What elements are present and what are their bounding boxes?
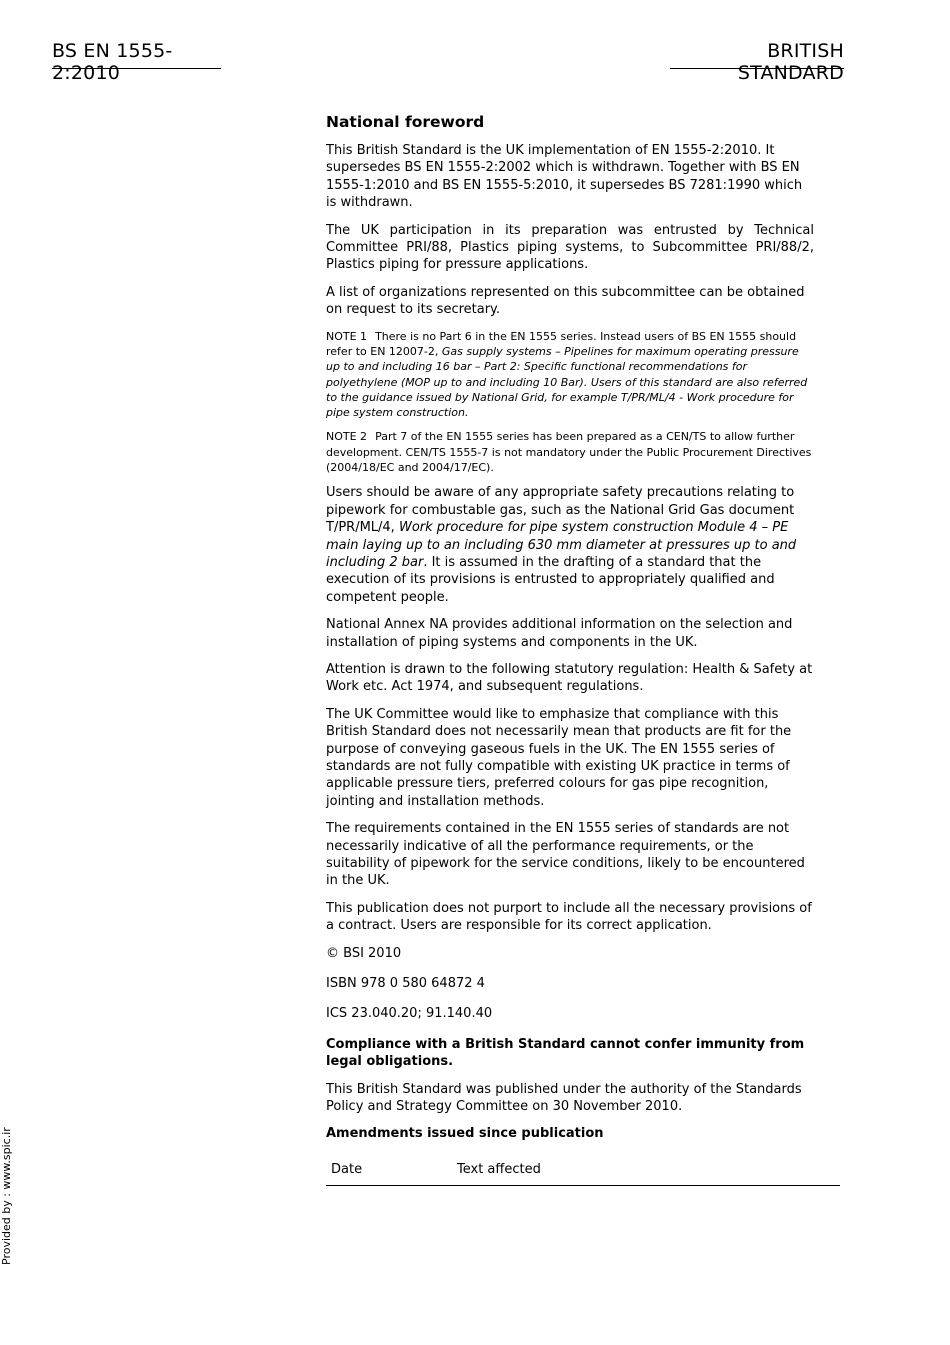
- document-id: BS EN 1555-2:2010: [52, 40, 173, 84]
- note-1-text: There is no Part 6 in the EN 1555 series. Instead users of BS EN 1555 should refer to EN 12007-2,: [326, 329, 797, 358]
- publication-authority: This British Standard was published under the authority of the Standards Policy and Strategy Committee on 30 November 2010.: [326, 1081, 802, 1115]
- isbn: ISBN 978 0 580 64872 4: [326, 976, 485, 992]
- note-1-label: NOTE 1: [326, 329, 368, 343]
- paragraph-safety: [326, 484, 814, 606]
- paragraph-regulation: Attention is drawn to the following statutory regulation: Health & Safety at Work etc. Act 1974, and subsequent regulations.: [326, 661, 813, 695]
- paragraph-organizations: A list of organizations represented on this subcommittee can be obtained on request to its secretary.: [326, 284, 805, 318]
- paragraph-compliance-note: The UK Committee would like to emphasize that compliance with this British Standard does not necessarily mean that products are fit for the purpose of conveying gaseous fuels in the UK. The EN 1555 series of standards are not fully compatible with existing UK practice in terms of applicable pressure tiers, preferred colours for gas pipe recognition, jointing and installation methods.: [326, 706, 792, 809]
- header-rule-right: [670, 68, 844, 69]
- foreword-body: [326, 113, 814, 1186]
- compliance-statement: Compliance with a British Standard cannot confer immunity from legal obligations.: [326, 1036, 805, 1070]
- amendments-table: [326, 1154, 840, 1186]
- foreword-title: National foreword: [326, 113, 485, 131]
- table-row: [326, 1154, 840, 1186]
- note-2-text: Part 7 of the EN 1555 series has been prepared as a CEN/TS to allow further development. CEN/TS 1555-7 is not mandatory under the Public Procurement Directives (2004/18/EC and 2004/17/EC).: [326, 430, 812, 475]
- amendments-title: Amendments issued since publication: [326, 1125, 604, 1141]
- note-2-label: NOTE 2: [326, 430, 368, 444]
- note-1-italic: Gas supply systems – Pipelines for maximum operating pressure up to and including 16 bar – Part 2: Specific functional recommendations for polyethylene (MOP up to and including 10 Bar). Users of this standard are also referred to the guidance issued by National Grid, for example T/PR/ML/4 - Work procedure for pipe system construction.: [326, 344, 808, 420]
- column-header-text-affected: Text affected: [452, 1154, 840, 1186]
- note-2: [326, 429, 814, 475]
- paragraph-contract: This publication does not purport to include all the necessary provisions of a contract. Users are responsible for its correct application.: [326, 900, 812, 934]
- paragraph-annex: National Annex NA provides additional information on the selection and installation of piping systems and components in the UK.: [326, 617, 793, 650]
- paragraph-participation: The UK participation in its preparation was entrusted by Technical Committee PRI/88, Plastics piping systems, to Subcommittee PRI/88/2, Plastics piping for pressure applications.: [326, 222, 814, 273]
- provider-watermark: Provided by : www.spic.ir: [0, 1127, 13, 1265]
- safety-text-a: Users should be aware of any appropriate safety precautions relating to pipework for combustable gas, such as the National Grid Gas document T/PR/ML/4,: [326, 485, 795, 536]
- safety-text-b: . It is assumed in the drafting of a standard that the execution of its provisions is entrusted to appropriately qualified and competent people.: [326, 554, 775, 605]
- safety-italic: Work procedure for pipe system construction Module 4 – PE main laying up to an including 630 mm diameter at pressures up to and including 2 bar: [326, 520, 797, 570]
- ics: ICS 23.040.20; 91.140.40: [326, 1006, 493, 1022]
- header-label: BRITISH STANDARD: [737, 40, 844, 84]
- paragraph-requirements: The requirements contained in the EN 1555 series of standards are not necessarily indicative of all the performance requirements, or the suitability of pipework for the service conditions, likely to be encountered in the UK.: [326, 821, 805, 889]
- paragraph-implementation: This British Standard is the UK implementation of EN 1555-2:2010. It supersedes BS EN 1555-2:2002 which is withdrawn. Together with BS EN 1555-1:2010 and BS EN 1555-5:2010, it supersedes BS 7281:1990 which is withdrawn.: [326, 143, 803, 211]
- note-1: [326, 329, 814, 421]
- copyright: © BSI 2010: [326, 945, 402, 961]
- column-header-date: Date: [326, 1154, 452, 1186]
- header-rule-left: [52, 68, 221, 69]
